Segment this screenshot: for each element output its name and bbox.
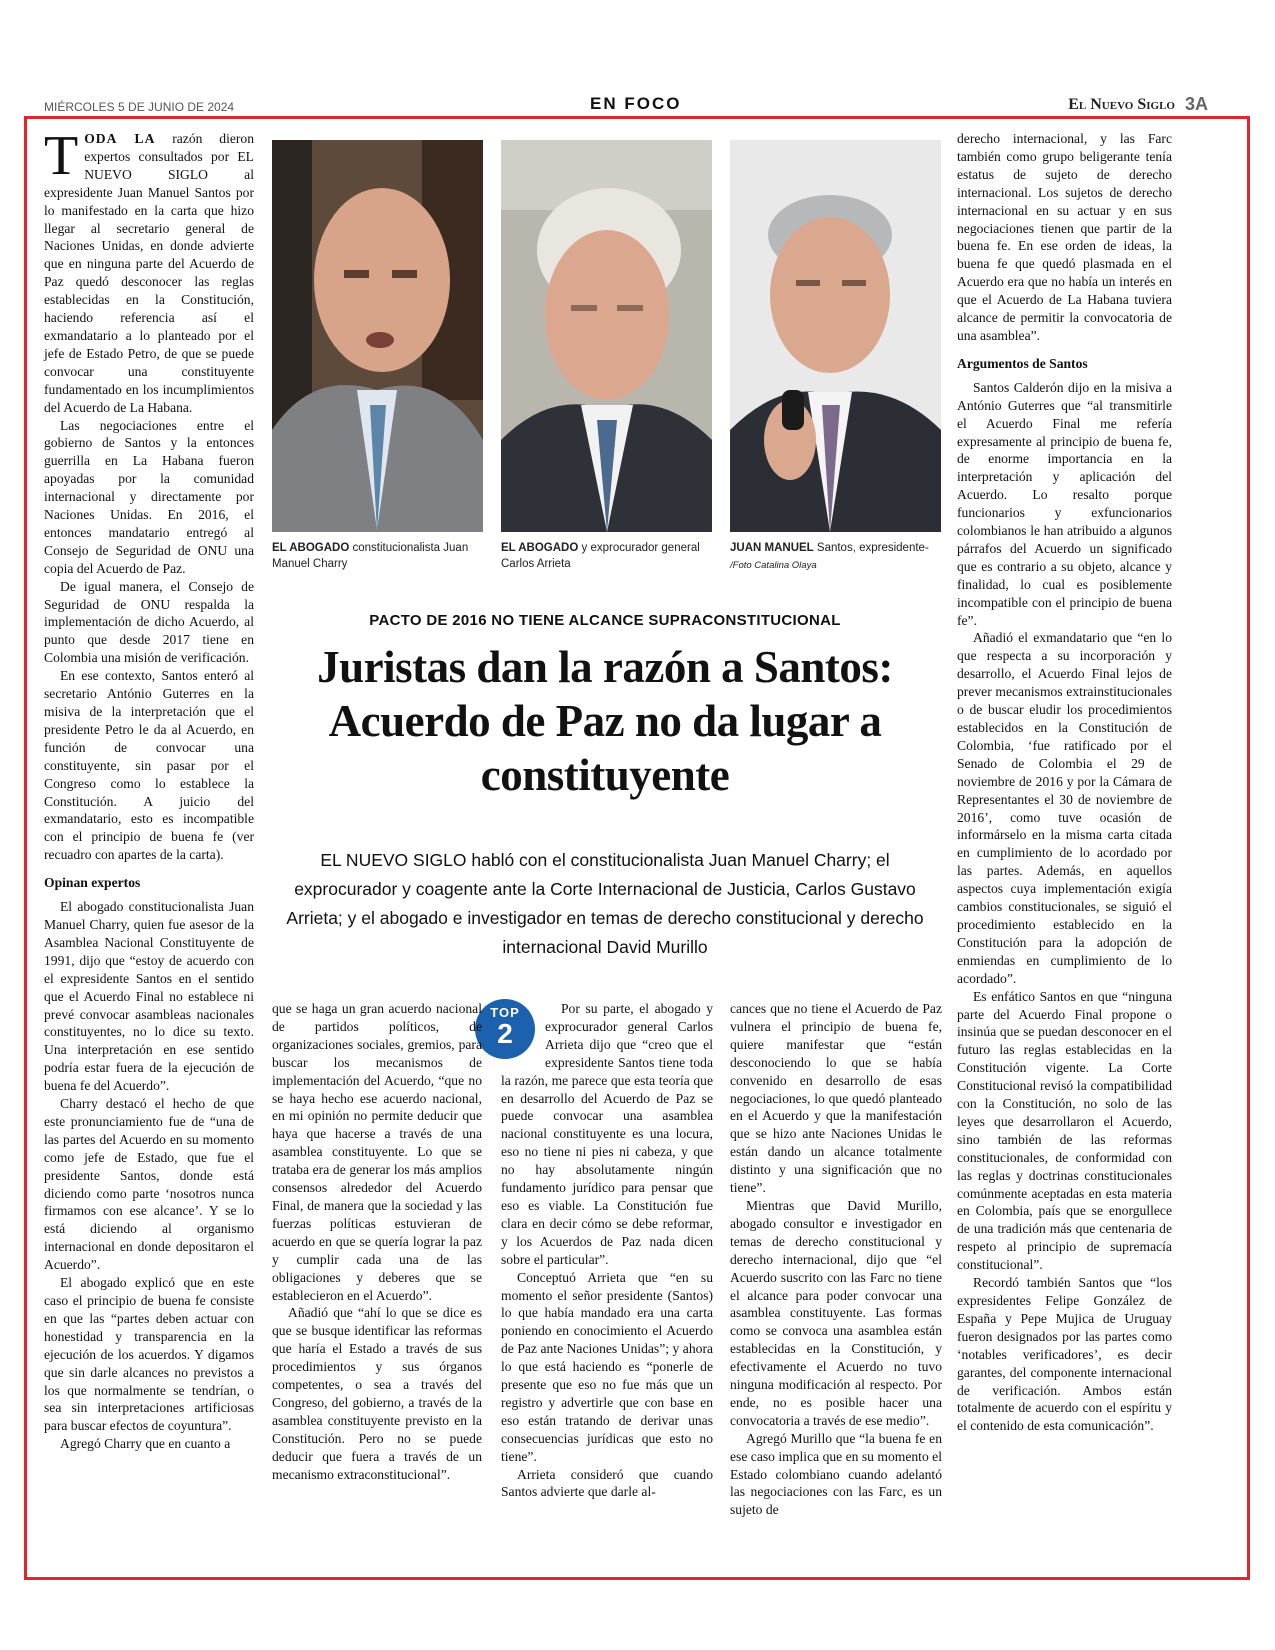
- lead-paragraph: [44, 125, 254, 417]
- photo-caption-2: [501, 540, 716, 572]
- paragraph: En ese contexto, Santos enteró al secretario António Guterres en la misiva de la interpretación que el presidente Petro le da al Acuerdo, en función de convocar una constituyente, sin pasar por el Congreso como lo establece la Constitución. A juicio del exmandatario, esto es incompatible con el principio de buena fe (ver recuadro con apartes de la carta).: [44, 668, 254, 863]
- paragraph: De igual manera, el Consejo de Seguridad de ONU respalda la implementación de dicho Acuerdo, al punto que desde 2017 tiene en Colombia una misión de verificación.: [44, 578, 254, 666]
- subheading: Opinan expertos: [44, 875, 141, 891]
- paragraph: Santos Calderón dijo en la misiva a António Guterres que “al transmitirle el Acuerdo Final me refería expresamente al principio de buena fe, de enorme importancia en la interpretación y aplicación del Acuerdo. Lo resalto porque funcionarios y exfuncionarios colombianos le han atribuido a algunos párrafos del Acuerdo un significado que es contrario a su objeto, alcance y finalidad, lo cual es posiblemente incompatible con el principio de buena fe”.: [957, 379, 1172, 628]
- headline: Juristas dan la razón a Santos: Acuerdo de Paz no da lugar a constituyente: [317, 642, 893, 800]
- lead-text: razón dieron expertos consultados por EL NUEVO SIGLO al expresidente Juan Manuel Santos por lo manifestado en la carta que hizo llegar al secretario general de Naciones Unidas, en donde advierte que en ninguna parte del Acuerdo de Paz quedó desconocer las reglas establecidas en la Constitución, haciendo referencia así el exmandatario a lo planteado por el jefe de Estado Petro, de que se puede convocar una constituyente fundamentado en los incumplimientos del Acuerdo de La Habana.: [44, 131, 254, 415]
- article-column-5: [957, 130, 1172, 1475]
- photo-caption-1: [272, 540, 487, 572]
- paragraph: Recordó también Santos que “los expresidentes Felipe González de España y Pepe Mujica de Uruguay fueron designados por las partes como ‘notables verificadores’, es decir garantes, del componente internacional de verificación. Ambos están totalmente de acuerdo con el espíritu y el contenido de esta comunicación”.: [957, 1275, 1172, 1434]
- paragraph: El abogado explicó que en este caso el principio de buena fe consiste en que las “partes deben actuar con honestidad y transparencia en la ejecución de los acuerdos. Y digamos que sin darle alcances no previstos a los que normalmente se tendrían, o sea sin interpretaciones artificiosas para buscar efectos de coyuntura”.: [44, 1275, 254, 1434]
- paragraph: Añadió el exmandatario que “en lo que respecta a su incorporación y desarrollo, el Acuerdo Final lejos de prever mecanismos extrainstitucionales o de buscar eludir los procedimientos establecidos en la Constitución de Colombia, ‘fue ratificado por el Senado de Colombia el 29 de noviembre de 2016 y por la Cámara de Representantes el 30 de noviembre de 2016’, como tuve ocasión de informárselo en la misma carta citada en cumplimiento de lo acordado por las partes. Además, en aquellos aspectos cuya implementación exigía cambios constitucionales, se siguió el procedimiento establecido en la Constitución para la adopción de enmiendas en cumplimiento de lo acordado”.: [957, 630, 1172, 986]
- paragraph: El abogado constitucionalista Juan Manuel Charry, quien fue asesor de la Asamblea Nacional Constituyente de 1991, dijo que “estoy de acuerdo con el expresidente Santos en el sentido que el Acuerdo Final no establece ni prevé convocar asambleas nacionales constituyentes, no lo dice su texto. Una interpretación en ese sentido podría estar fuera de la ejecución de buena fe del Acuerdo”.: [44, 899, 254, 1094]
- paragraph: Mientras que David Murillo, abogado consultor e investigador en temas de derecho constitucional y derecho internacional, dijo que “el Acuerdo suscrito con las Farc no tiene el alcance para poder convocar una asamblea constituyente. Las formas como se convoca una asamblea están establecidas en la Constitución, y efectivamente el Acuerdo no tuvo ninguna modificación al respecto. Por ende, no es posible hacer una convocatoria a través de ese medio”.: [730, 1197, 942, 1428]
- caption-bold: JUAN MANUEL: [730, 542, 814, 554]
- photo-charry: [272, 140, 483, 532]
- paragraph: Añadió que “ahí lo que se dice es que se busque identificar las reformas que haría el Estado a través de sus procedimientos y sus órganos competentes, o sea a través del Congreso, del gobierno, a través de la asamblea constituyente previsto en la Constitución. Pero no se puede deducir que fuera a través de un mecanismo extraconstitucional”.: [272, 1305, 482, 1482]
- paragraph: Arrieta consideró que cuando Santos advierte que darle al-: [501, 1466, 713, 1500]
- caption-text: y exprocurador general Carlos Arrieta: [501, 542, 700, 570]
- top-badge-label: TOP: [490, 1005, 520, 1020]
- photo-caption-3: [730, 540, 945, 574]
- article-column-4: [730, 1000, 942, 1518]
- paragraph: Conceptuó Arrieta que “en su momento el señor presidente (Santos) lo que había mandado era una carta poniendo en conocimiento el Acuerdo de Paz ante Naciones Unidas”; y ahora lo que está haciendo es “ponerle de presente que eso no fue más que un registro y advertirle que con base en eso están tratando de derivar unas consecuencias jurídicas que esto no tiene”.: [501, 1269, 713, 1464]
- badge-space: [501, 1000, 545, 1060]
- paragraph: derecho internacional, y las Farc también como grupo beligerante tenía estatus de sujeto de derecho internacional. Los sujetos de derecho internacional en su actuar y en sus negociaciones tienen que partir de la buena fe. En ese orden de ideas, la buena fe que quedó plasmada en el Acuerdo era que no había un interés en que el Acuerdo de La Habana tuviera alcance de permitir la convocatoria de una asamblea”.: [957, 131, 1172, 343]
- article-column-1: [44, 125, 254, 1475]
- photo-arrieta: [501, 140, 712, 532]
- caption-bold: EL ABOGADO: [501, 542, 579, 554]
- lead-caps: ODA LA: [84, 131, 156, 146]
- paragraph: Agregó Charry que en cuanto a: [60, 1436, 231, 1452]
- newspaper-brand: El Nuevo Siglo: [1068, 96, 1175, 113]
- caption-text: Santos, expresidente-: [813, 542, 929, 554]
- kicker: PACTO DE 2016 NO TIENE ALCANCE SUPRACONSTITUCIONAL: [369, 612, 841, 629]
- top-badge-number: 2: [497, 1018, 513, 1049]
- page-number: 3A: [1184, 94, 1208, 114]
- paragraph: Las negociaciones entre el gobierno de Santos y la entonces guerrilla en La Habana fueron apoyadas por la comunidad internacional y directamente por Naciones Unidas. En 2016, el entonces mandatario entregó al Consejo de Seguridad de ONU una copia del Acuerdo de Paz.: [44, 417, 254, 576]
- drop-cap: T: [44, 125, 79, 187]
- paragraph: Charry destacó el hecho de que este pronunciamiento fue de “una de las partes del Acuerdo en su momento como jefe de Estado, que fue el presidente Santos, donde está diciendo como parte ‘nosotros nunca firmamos con ese alcance’. Y se lo está diciendo al organismo internacional en donde depositaron el Acuerdo”.: [44, 1096, 254, 1273]
- paragraph: Por su parte, el abogado y exprocurador general Carlos Arrieta dijo que “creo que el expresidente Santos tiene toda la razón, me parece que esta teoría que en desarrollo del Acuerdo de Paz se puede convocar una asamblea nacional constituyente es una locura, eso no tiene ni pies ni cabeza, y que no hay absolutamente ningún fundamento jurídico para pensar que eso es viable. La Constitución fue clara en decir cómo se debe reformar, y los Acuerdos de Paz nada dicen sobre el particular”.: [501, 1001, 713, 1267]
- photo-santos: [730, 140, 941, 532]
- issue-date: MIÉRCOLES 5 DE JUNIO DE 2024: [44, 100, 235, 114]
- photo-credit: /Foto Catalina Olaya: [730, 560, 817, 571]
- paragraph: Agregó Murillo que “la buena fe en ese caso implica que en su momento el Estado colombiano cuando adelantó las negociaciones con las Farc, es un sujeto de: [730, 1430, 942, 1518]
- paragraph: cances que no tiene el Acuerdo de Paz vulnera el principio de buena fe, quiere manifestar que “están desconociendo lo que se había convenido en desarrollo de esas negociaciones, lo que quedó planteado en el Acuerdo y que la manifestación que se hizo ante Naciones Unidas le están dando un alcance totalmente distinto y una significación que no tiene”.: [730, 1001, 942, 1196]
- section-title: EN FOCO: [590, 94, 682, 113]
- article-column-2: [272, 1000, 482, 1482]
- caption-bold: EL ABOGADO: [272, 542, 350, 554]
- paragraph: que se haga un gran acuerdo nacional de partidos políticos, de organizaciones sociales, gremios, para buscar los mecanismos de implementación del Acuerdo, “que no se haya hecho ese acuerdo nacional, en mi opinión no permite deducir que haya que hacerse a través de una asamblea constituyente. Lo que se trataba era de generar los más amplios consensos alrededor del Acuerdo Final, de manera que la sociedad y las fuerzas políticas estuvieran de acuerdo en que se quería lograr la paz y cumplir cada una de las obligaciones y deberes que se establecieron en el Acuerdo”.: [272, 1001, 482, 1303]
- deck: EL NUEVO SIGLO habló con el constitucionalista Juan Manuel Charry; el exprocurador y coagente ante la Corte Internacional de Justicia, Carlos Gustavo Arrieta; y el abogado e investigador en temas de derecho constitucional y derecho internacional David Murillo: [286, 850, 924, 957]
- caption-text: constitucionalista Juan Manuel Charry: [272, 542, 469, 570]
- paragraph: Es enfático Santos en que “ninguna parte del Acuerdo Final propone o insinúa que se puedan desconocer en el futuro las reglas establecidas en la Constitución vigente. La Corte Constitucional revisó la compatibilidad con la Constitución, no solo de las leyes que desarrollaron el Acuerdo, sino también de las reformas constitucionales, de conformidad con las reglas y doctrinas constitucionales comúnmente aceptadas en esta materia en Colombia, país que se enorgullece de una tradición más que centenaria de respeto al principio de supremacía constitucional”.: [957, 988, 1172, 1273]
- article-column-3: [501, 1000, 713, 1500]
- subheading: Argumentos de Santos: [957, 355, 1088, 371]
